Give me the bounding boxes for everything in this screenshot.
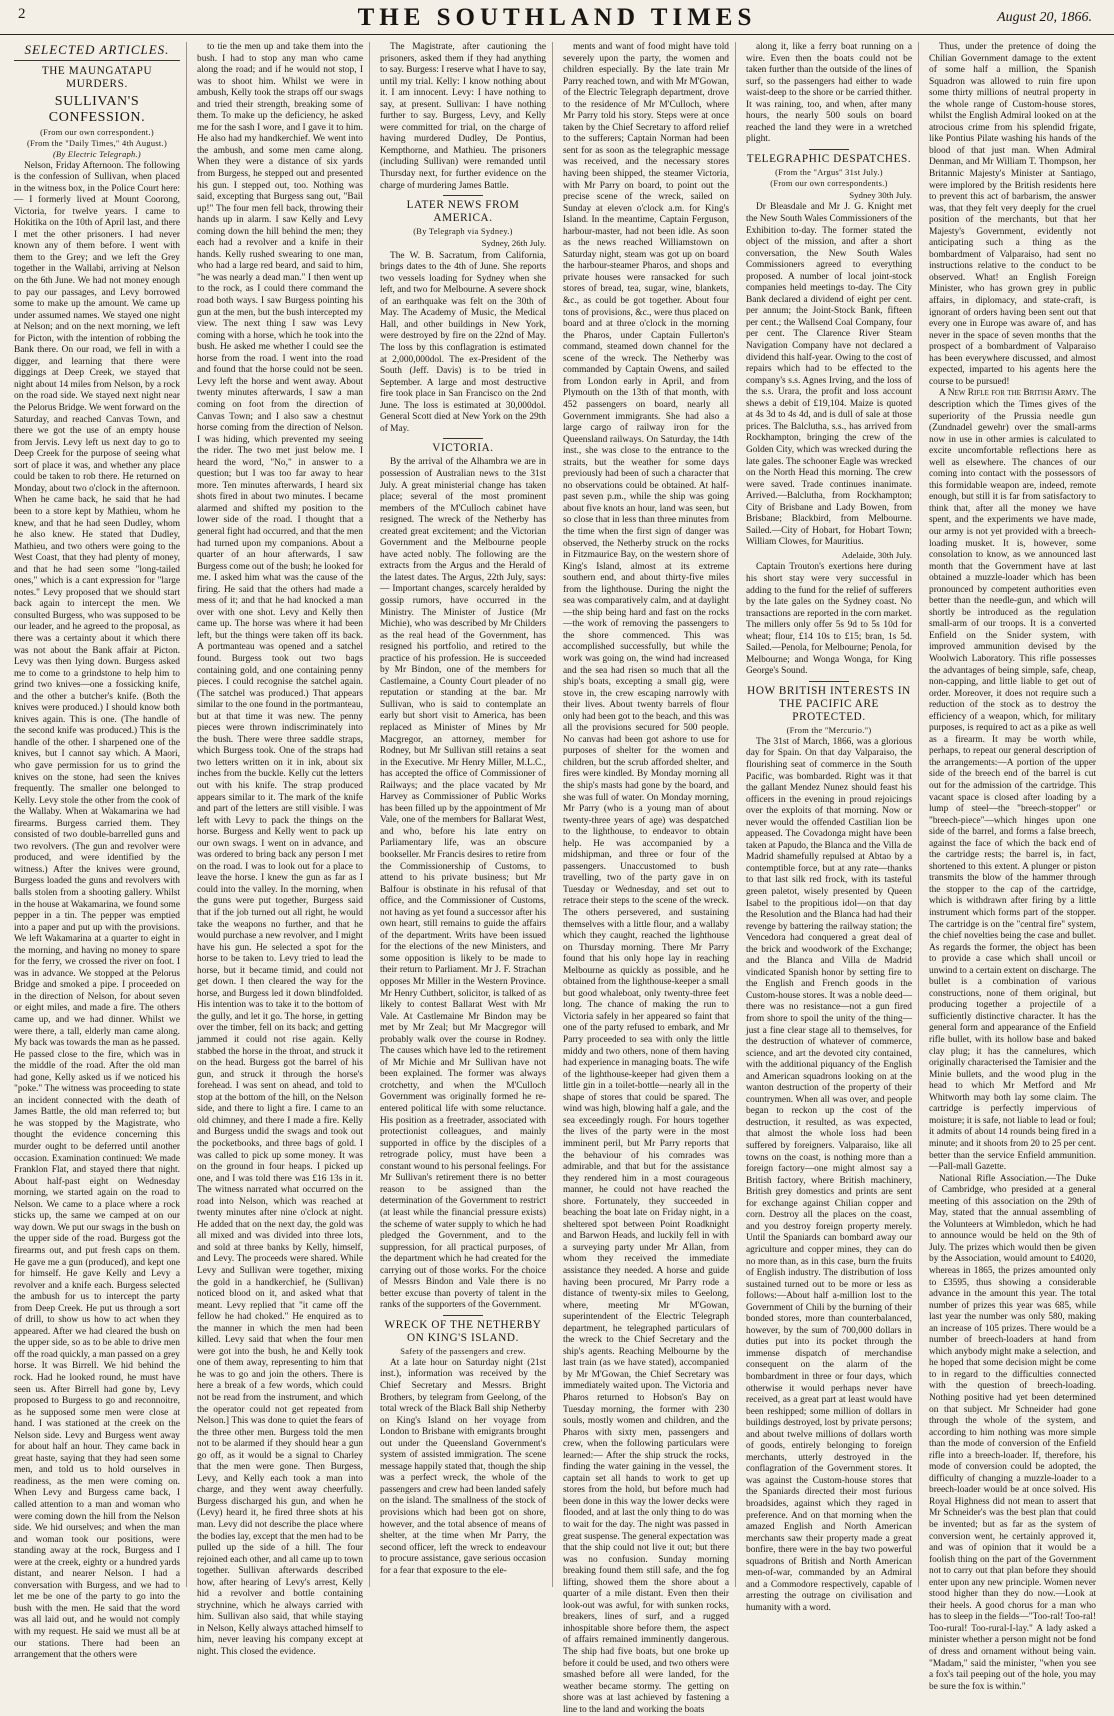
- article-body: Captain Trouton's exertions here during his short stay were very successful in adding to the fund for the relief of sufferers by the late gales on the Sydney coast. No transactions are reported in the corn market. The millers only offer 5s 9d to 5s 10d for wheat; flour, £14 10s to £15; bran, 1s 5d. Sailed.—Penola, for Melbourne; Penola, for Melbourne; and Wonga Wonga, for King George's Sound.: [746, 562, 912, 677]
- article-body: ments and want of food might have told severely upon the party, the women and children especially. By the late train Mr Parry reached town, and with Mr M'Gowan, of the Electric Telegraph department, drove to the residence of Mr M'Culloch, where Mr Parry told his story. Steps were at once taken by the Chief Secretary to afford relief to the sufferers; Captain Norman had been sent for as soon as the telegraphic message was received, and the necessary stores having been shipped, the steamer Victoria, with Mr Parry on board, to point out the precise scene of the wreck, sailed on Sunday at eleven o'clock a.m. for King's Island. In the meantime, Captain Ferguson, harbour-master, had not been idle. As soon as the news reached Williamstown on Saturday night, steam was got up on board the harbour-steamer Pharos, and shops and private houses were ransacked for such stores of bread, tea, sugar, wine, blankets, &c., as could be got together. About four tons of provisions, &c., were thus placed on board and at three o'clock in the morning the Pharos, under Captain Fullerton's command, steamed down channel for the scene of the wreck. The Netherby was commanded by Captain Owens, and sailed from London early in April, and from Plymouth on the 13th of that month, with 452 passengers on board, nearly all Government immigrants. She had also a large cargo of railway iron for the Queensland railways. On Saturday, the 14th inst., she was close to the entrance to the straits, but the weather for some days previously had been of such a character that no observations could be obtained. At half-past seven p.m., while the ship was going about five knots an hour, land was seen, but so close that in less than three minutes from the time when the first sign of danger was observed, the Netherby struck on the rocks in Fitzmaurice Bay, on the western shore of King's Island, almost at its extreme southern end, and about thirty-five miles from the lighthouse. During the night the sea was comparatively calm, and at daylight—the ship being hard and fast on the rocks—the work of removing the passengers to the shore commenced. This was accomplished successfully, but while the work was going on, the wind had increased and the sea had risen so much that all the ship's boats, excepting a small gig, were stove in, the crew escaping narrowly with their lives. About twenty barrels of flour only had been got to the beach, and this was all the provisions secured for 500 people. No canvas had been got ashore to use for purposes of shelter for the women and children, but the scrub afforded shelter, and fires were kindled. By Monday morning all the ship's masts had gone by the board, and she was full of water. On Monday morning, Mr Parry (who is a young man of about twenty-three years of age) was despatched to the lighthouse, to endeavor to obtain help. He was accompanied by a midshipman, and three or four of the passengers. Unaccustomed to bush travelling, two of the party gave in on Tuesday or Wednesday, and set out to retrace their steps to the scene of the wreck. The others persevered, and sustaining themselves with a little flour, and a wallaby which they caught, reached the lighthouse on Thursday morning. There Mr Parry found that his only hope lay in reaching Melbourne as quickly as possible, and he obtained from the lighthouse-keeper a small but good whaleboat, only twenty-three feet long. The chance of making the run to Victoria safely in her appeared so faint that one of the party refused to embark, and Mr Parry proceeded to sea with only the little middy and two others, none of them having had experience in managing boats. The wife of the lighthouse-keeper had given them a little gin in a toilet-bottle—nearly all in the shape of stores that could be spared. The wind was high, blowing half a gale, and the sea exceedingly rough. For hours together the lives of the party were in the most imminent peril, but Mr Parry reports that the behaviour of his comrades was admirable, and that but for the assistance they rendered him in a most courageous manner, he could not have reached the shore. Fortunately, they succeeded in beaching the boat late on Friday night, in a sheltered spot between Point Roadknight and Barwon Heads, and luckily fell in with a surveying party under Mr Allan, from whom they received the immediate assistance they needed. A horse and guide having been procured, Mr Parry rode a distance of twenty-six miles to Geelong, where, meeting Mr M'Gowan, superintendent of the Electric Telegraph department, he telegraphed particulars of the wreck to the Chief Secretary and the ship's agents. Reaching Melbourne by the last train (as we have stated), accompanied by Mr M'Gowan, the Chief Secretary was immediately waited upon. The Victoria and Pharos returned to Hobson's Bay on Tuesday morning, the former with 230 souls, mostly women and children, and the Pharos with sixty men, passengers and crew, when the following particulars were learned:— After the ship struck the rocks, finding the water gaining in the vessel, the captain set all hands to work to get up stores from the hold, but before much had been done in this way the lower decks were flooded, and at last the only thing to do was to wait for the day. The night was passed in great suspense. The general expectation was that the ship could not live it out; but there was no confusion. Sunday morning breaking found them still safe, and the fog lifting, showed them the shore about a quarter of a mile distant. Even then their look-out was awful, for with sunken rocks, breakers, lines of surf, and a rugged inhospitable shore before them, the aspect of affairs remained imminently dangerous. The ship had five boats, but one broke up before it could be used, and two others were smashed before all were landed, for the weather became stormy. The getting on shore was at last achieved by fastening a line to the land and working the boats: [563, 42, 729, 1715]
- divider: [443, 438, 483, 439]
- article-body: The Magistrate, after cautioning the prisoners, asked them if they had anything to say. Burgess: I reserve what I have to say, until my trial. Kelly: I know nothing about it. I am innocent. Levy: I have nothing to say, at present. Sullivan: I have nothing further to say. Burgess, Levy, and Kelly were committed for trial, on the charge of having murdered Dudley, De Pontius, Kempthorne, and Mathieu. The prisoners (including Sullivan) were remanded until Thursday next, for further evidence on the charge of murdering James Battle.: [380, 42, 547, 191]
- page-number: 2: [18, 6, 26, 22]
- article-source: (From the "Argus" 31st July.): [775, 167, 883, 177]
- article-heading-telegraphic: TELEGRAPHIC DESPATCHES.: [746, 152, 912, 165]
- dateline: Sydney, 26th July.: [481, 238, 546, 249]
- article-body: Dr Bleasdale and Mr J. G. Knight met the New South Wales Commissioners of the Exhibition to-day. The former stated the object of the mission, and after a short conversation, the New South Wales Commissioners agreed to everything proposed. A number of local joint-stock companies held meetings to-day. The City Bank declared a dividend of eight per cent. per annum; the Joint-Stock Bank, fifteen per cent.; the Wallsend Coal Company, four per cent. The Clarence River Steam Navigation Company have not declared a dividend this half-year. Owing to the cost of repairs which had to be effected to the company's s.s. Agnes Irving, and the loss of the s.s. Urara, the profit and loss account shews a debit of £19,104. Maize is quoted at 4s 3d to 4s 4d, and is dull of sale at those prices. The Balclutha, s.s., has arrived from Rockhampton, bringing the crew of the Golden City, which was wrecked during the late gales. The schooner Eagle was wrecked on the North Head this morning. The crew were saved. Trade continues inanimate. Arrived.—Balclutha, from Rockhampton; City of Brisbane and Lady Bowen, from Brisbane; Blackbird, from Melbourne. Sailed.—City of Hobart, for Hobart Town; William Clowes, for Mauritius.: [746, 202, 912, 548]
- article-heading-murders: THE MAUNGATAPU MURDERS.: [41, 64, 153, 90]
- article-heading-confession: SULLIVAN'S CONFESSION.: [48, 93, 146, 125]
- column-2: [197, 42, 370, 1658]
- article-body: to tie the men up and take them into the bush. I had to stop any man who came along the road; and if he would not stop, I was to shoot him. Whilst we were in ambush, Kelly took the straps off our swags and tried their strength, breaking some of them. To make up the deficiency, he asked me for the sash I wore, and I gave it to him. He also had my handkerchief. We went into the ambush, and some men came along. When they were a distance of six yards from Burgess, he stepped out and presented his gun. I stepped out, too. Nothing was said, excepting that Burgess sang out, "Bail up!" The four men fell back, throwing their hands up in alarm. I saw Kelly and Levy coming down the hill behind the men; they each had a revolver and a knife in their hands. Kelly rushed swearing to one man, who had a large red beard, and said to him, "he was nearly a dead man." I then went up to the rock, as I could there command the road both ways. I saw Burgess pointing his gun at the men, but the bush intercepted my view. The next thing I saw was Levy coming with a horse, which he took into the bush. He asked me whether I could see the horse from the road. I went into the road and found that the horse could not be seen. Levy left the horse and went away. About twenty minutes afterwards, I saw a man coming on foot from the direction of Canvas Town; and I also saw a chestnut horse coming from the direction of Nelson. I was hiding, which prevented my seeing the rider. The two met just below me. I heard the word, "No," in answer to a question; but I was too far away to hear more. Ten minutes afterwards, I heard six shots fired in about two minutes. I became alarmed and shifted my position to the lower side of the road. I thought that a general fight had occurred, and that the men had turned upon my companions. About a quarter of an hour afterwards, I saw Burgess come out of the bush; he looked for me. I asked him what was the cause of the firing. He said that the others had made a mess of it; and that he had knocked a man over with one shot. Levy and Kelly then came up. The horse was where it had been left, but the things were taken off its back. A portmanteau was opened and a satchel found. Burgess took out two bags containing gold, and one containing penny pieces. I could recognise the satchel again. (The satchel was produced.) That appears similar to the one found in the portmanteau, but at that time it was new. The penny pieces were thrown indiscriminately into the bush. There were three saddle straps, which Burgess took. One of the straps had two letters written on it in ink, about six inches from the buckle. Kelly cut the letters out with his knife. The strap produced appears similar to it. The mark of the knife and part of the letters are still visible. I was left with Levy to pack the things on the horse. Burgess and Kelly went to pack up our own swags. I went on in advance, and was ordered to bring back any person I met on the road. I was to look out for a place to leave the horse. I knew the gun as far as I could into the valley. In the morning, when the guns were put together, Burgess said that if the job turned out all right, he would take the weapons no further, and that he would purchase a new revolver, and I might have his gun. He selected a spot for the horse to be taken to. Levy tried to lead the horse, but it became timid, and could not get down. I then cleared the way for the horse, and Burgess led it down blindfolded. His intention was to take it to the bottom of the gully, and let it go. The horse, in getting over the timber, fell on its back; and getting jammed it could not rise again. Kelly stabbed the horse in the throat, and struck it on the head. Burgess got the barrel of his gun, and struck it through the horse's forehead. I was sent on ahead, and told to stop at the bottom of the hill, on the Nelson side, and there to light a fire. I came to an old chimney, and there I made a fire. Kelly and Burgess undid the swags and took out the pocketbooks, and three bags of gold. I was called to pick up some money. It was on the ground in four heaps. I picked up one, and I was told there was £16 13s in it. The witness narrated what occurred on the road into Nelson, which was reached at twenty minutes after nine o'clock at night. He added that on the next day, the gold was all mixed and was divided into three lots, and sold at three banks by Kelly, himself, and Levy. The proceeds were shared. While Levy and Sullivan were together, mixing the gold in a handkerchief, he (Sullivan) noticed blood on it, and asked what that meant. Levy replied that "it came off the fellow he had choked." He enquired as to the manner in which the men had been killed. Levy said that when the four men were got into the bush, he and Kelly took one of them away, representing to him that he was to go and join the others. There is here a break of a few words, which could not be read from the instrument, and which the operator could not get repeated from Nelson.] This was done to quiet the fears of the three other men. Burgess told the men not to be alarmed if they should hear a gun go off, as it would be a signal to Charley that the men were gone. Then Burgess, Levy, and Kelly each took a man into charge, and they went away cheerfully. Burgess discharged his gun, and when he (Levy) heard it, he fired three shots at his man. Levy did not describe the place where the bodies lay, except that the men had to be pulled up the side of a hill. The four rejoined each other, and all came up to town together. Sullivan afterwards described how, after hearing of Levy's arrest, Kelly hid a revolver and bottle containing strychnine, which he always carried with him. Sullivan also said, that while staying in Nelson, Kelly always attached himself to him, never leaving his company except at night. This closed the evidence.: [197, 42, 364, 1658]
- dateline: Adelaide, 30th July.: [841, 549, 912, 560]
- column-3: [380, 42, 553, 1587]
- article-source: (By Telegraph via Sydney.): [413, 227, 513, 237]
- article-source: (From our own correspondent.): [40, 127, 154, 137]
- article-heading-america: LATER NEWS FROM AMERICA.: [406, 199, 520, 225]
- article-body: Nelson, Friday Afternoon. The following is the confession of Sullivan, when placed in the witness box, in the Police Court here:— I formerly lived at Mount Coorong, Victoria, for twelve years. I came to Hokitika on the 10th of April last, and there I met the other prisoners. I had never known any of them before. I went with them to the Grey; and we left the Grey together in the Wallabi, arriving at Nelson on the 6th June. We had not money enough to pay our passages, and Levy borrowed some to make up the amount. We came up under assumed names. We stayed one night at Nelson; and on the next morning, we left for Picton, with the intention of robbing the Bank there. On our road, we fell in with a digger, and learning that there were diggings at Deep Creek, we stayed that night about 14 miles from Nelson, by a rock on the road side. We stayed next night near the Pelorus Bridge. We went forward on the Saturday, and reached Canvas Town, and there we got the use of an empty house from Jervis. Levy left us next day to go to Deep Creek for the purpose of seeing what sort of place it was, and whether any place could be taken to rob there. He returned on Monday, about two o'clock in the afternoon. When he came back, he said that he had been to a store kept by Mathieu, whom he knew, and that he had seen Dudley, whom he also knew. He stated that Dudley, Mathieu, and two others were going to the West Coast, that they had plenty of money, and that he had seen some "long-tailed ones," which is a cant expression for "large notes." Levy proposed that we should start back again to intercept the men. We consulted Burgess, who was supposed to be our leader, and he agreed to the proposal, as there was a certainty about it which there was not about the Bank affair at Picton. Levy was then lying down. Burgess asked me to come to a grindstone to help him to grind two knives—one a fossicking knife, and the other a butcher's knife. (Both the knives were produced.) I should know both knives again. This is one. (The handle of the second knife was produced.) This is the handle of the other. I sharpened one of the knives, but I cannot say which. A Maori, who gave permission for us to grind the knives on the stone, had seen the knives frequently. The smaller one belonged to Kelly. Levy stole the other from the cook of the Wallaby. When at Wakamarina we had firearms. Burgess carried them. They consisted of two double-barrelled guns and two revolvers. (The gun and revolver were produced, and were identified by the witness.) After the knives were ground, Burgess loaded the guns and revolvers with balls stolen from a shooting gallery. Whilst in the house at Wakamarina, we found some pepper in a tin. The pepper was emptied into a paper and put up with the provisions. We left Wakamarina at a quarter to eight in the morning, and having no money to spare for the ferry, we crossed the river on foot. I was in advance. We stopped at the Pelorus Bridge and smoked a pipe. I proceeded on in the direction of Nelson, for about seven or eight miles, and made a fire. The others came up, and we had dinner. Whilst we were there, a tall, elderly man came along. My back was towards the man as he passed. He passed close to the fire, which was in the middle of the road. After the old man had gone, Kelly asked us if we noticed his "poke." The witness was proceeding to state an incident connected with the death of James Battle, the old man referred to; but he was stopped by the Magistrate, who thought the evidence concerning this murder ought to be deferred until another occasion. Examination continued: We made Franklon Flat, and stayed there that night. About half-past eight on Wednesday morning, we started again on the road to Nelson. We came to a place where a rock sticks up, the same we camped at on our way down. We put our swags in the bush on the upper side of the road. Burgess got the firearms out, and put fresh caps on them. He gave me a gun (produced), and kept one for himself. He gave Kelly and Levy a revolver and a knife each. Burgess selected the ambush for us to intercept the party from Deep Creek. He put us through a sort of drill, to show us how to act when they appeared. After we had cleared the bush on the upper side, so as to be able to drive men off the road quickly, a man passed on a grey horse. It was Birrell. We hid behind the rock. Had he looked round, he must have seen us. After Birrell had gone by, Levy proposed to Burgess to go and reconnoitre, as he supposed some men were close at hand. I was stationed at the creek on the Nelson side. Levy and Burgess went away for about half an hour. They came back in great haste, saying that they had seen some men, and told us to hold ourselves in readiness, as the men were coming on. When Levy and Burgess came back, I called attention to a man and woman who were coming down the hill from the Nelson side. We hid ourselves; and when the man and woman took our positions, were standing away at the rock, Burgess and I were at the creek, eighty or a hundred yards distant, and nearer Nelson. I had a conversation with Burgess, and we had to let me be one of the party to go into the bush with the men. He said that the word was all laid out, and he would not comply with my request. He said we must all be at our stations. There had been an arrangement that the others were: [14, 160, 180, 1661]
- article-body: National Rifle Association.—The Duke of Cambridge, who presided at a general meeting of this association on the 29th of May, stated that the annual assembling of the Volunteers at Wimbledon, which he had to announce would be held on the 9th of July. The prizes which would then be given by the Association, would amount to £4020, whereas in 1865, the prizes amounted only to £3595, thus showing a considerable advance in the amount this year. The total number of prizes this year was 685, while last year the number was only 580, making an increase of 105 prizes. There would be a number of breech-loaders at hand from which anybody might make a selection, and he hoped that some decision might be come to in regard to the difficulties connected with the question of breech-loading. Nothing positive had yet been determined on that subject. Mr Schneider had gone through the whole of the system, and according to him nothing was more simple than the mode of conversion of the Enfield rifle into a breech-loader. If, therefore, his mode of conversion could be adopted, the difficulty of changing a muzzle-loader to a breech-loader would be at once solved. His Royal Highness did not mean to assert that Mr Schneider's was the best plan that could be invented; but as far as the system of conversion went, he certainly approved it, and was of opinion that it would be a foolish thing on the part of the Government not to carry out that plan before they should enter upon any new principle. Women never stood higher than they do now.—Look at their heels. A good chorus for a man who has to sleep in the fields—"Too-ral! Too-ral! Too-rural! Too-rural-I-lay." A lady asked a minister whether a person might not be fond of dress and ornament without being vain. "Madam," said the minister, "when you see a fox's tail peeping out of the hole, you may be sure the fox is within.": [929, 1173, 1096, 1692]
- masthead: [0, 0, 1114, 35]
- article-source: (From the "Daily Times," 4th August.): [26, 138, 168, 148]
- divider: [443, 195, 483, 196]
- divider: [443, 1315, 483, 1316]
- column-6: [929, 42, 1102, 1692]
- article-body: The W. B. Sacratum, from California, brings dates to the 4th of June. She reports two vessels loading for Sydney when she left, and two for Melbourne. A severe shock of an earthquake was felt on the 30th of May. The Academy of Music, the Medical Hall, and other buildings in New York, were destroyed by fire on the 22nd of May. The loss by this conflagration is estimated at 2,000,000dol. The ex-President of the South (Jeff. Davis) is to be tried in September. A large and most destructive fire took place in San Francisco on the 2nd June. The loss is estimated at 30,000dol. General Scott died at New York on the 29th of May.: [380, 250, 546, 434]
- article-heading-rifle: A New Rifle for the British Army.: [939, 388, 1080, 399]
- newspaper-columns: [14, 42, 1102, 1715]
- column-4: [563, 42, 736, 1715]
- issue-date: August 20, 1866.: [997, 10, 1092, 25]
- section-heading: SELECTED ARTICLES.: [24, 42, 170, 57]
- column-5: [746, 42, 919, 1613]
- divider: [14, 60, 180, 61]
- article-body: At a late hour on Saturday night (21st inst.), information was received by the Chief Secretary and Messrs. Bright Brothers, by telegram from Geelong, of the total wreck of the Black Ball ship Netherby on King's Island on her voyage from London to Brisbane with emigrants brought out under the Queensland Government's system of assisted immigration. The scene message happily stated that, though the ship was a perfect wreck, the whole of the passengers and crew had been landed safely on the island. The smallness of the stock of provisions which had been got on shore, however, and the total absence of means of shelter, at the time when Mr Parry, the second officer, left the wreck to endeavour to procure assistance, gave serious occasion for a fear that exposure to the ele-: [380, 1357, 546, 1576]
- article-body: By the arrival of the Alhambra we are in possession of Australian news to the 31st July. A great ministerial change has taken place; several of the most prominent members of the M'Culloch cabinet have resigned. The wreck of the Netherby has created great excitement; and the Victorian Government and the Melbourne people have acted nobly. The following are the extracts from the Argus and the Herald of the latest dates. The Argus, 22th July, says:— Important changes, scarcely heralded by gossip rumors, have occurred in the Ministry. The Minister of Justice (Mr Michie), who was described by Mr Childers as the real head of the Government, has resigned his portfolio, and retired to the practice of his profession. He is succeeded by Mr Bindon, one of the members for Castlemaine, a County Court pleader of no reputation or standing at the bar. Mr Sullivan, who is said to contemplate an early but short visit to America, has been replaced as Minister of Mines by Mr Macgregor, an attorney, member for Rodney, but Mr Sullivan still retains a seat in the Executive. Mr Henry Miller, M.L.C., has accepted the office of Commissioner of Railways; and the place vacated by Mr Harvey as Commissioner of Public Works has been filled up by the appointment of Mr Vale, one of the members for Ballarat West, and who, before his late entry on Parliamentary life, was an obscure bookseller. Mr Francis desires to retire from the Commissionership of Customs, to attend to his private business; but Mr Balfour is obstinate in his refusal of that office, and the Commissioner of Customs, not having as yet found a successor after his own heart, still remains to guide the affairs of the department. Writs have been issued for the elections of the new Ministers, and some opposition is likely to be made to their return to Parliament. Mr J. F. Strachan opposes Mr Miller in the Western Province. Mr Henry Cuthbert, solicitor, is talked of as likely to contest Ballarat West with Mr Vale. At Castlemaine Mr Bindon may be met by Mr Zeal; but Mr Macgregor will probably walk over the course in Rodney. The causes which have led to the retirement of Mr Michie and Mr Sullivan have not been explained. The former was always crotchetty, and when the M'Culloch Government was originally formed he re-entered political life with some reluctance. His position as a freetrader, associated with protectionist colleagues, and mainly supported in office by the disciples of a retrograde policy, must have been a constant wound to his personal feelings. For Mr Sullivan's retirement there is no better reason to be assigned than the determination of the Government to restrict (at least while the financial pressure exists) the scheme of water supply to which he had pledged the Government, and to the suppression, for all practical purposes, of the department which he had created for the carrying out of those works. For the choice of Messrs Bindon and Vale there is no better excuse than poverty of talent in the ranks of the supporters of the Government.: [380, 457, 546, 1311]
- article-heading-victoria: VICTORIA.: [432, 442, 494, 455]
- article-heading-netherby: WRECK OF THE NETHERBY ON KING'S ISLAND.: [384, 1318, 542, 1344]
- article-body: Thus, under the pretence of doing the Chilian Government damage to the extent of some half a million, the Spanish Squadron was allowed to ruin fire upon some thirty millions of neutral property in the whole range of Custom-house stores, whilst the English Admiral looked on at the atrocious crime from his splendid frigate, like Pontius Pilate washing his hands of the blood of that just man. When Admiral Denman, and Mr William T. Thompson, her Britannic Majesty's Minister at Santiago, were implored by the British residents here to prevent this act of barbarism, the answer was, that they felt very deeply for the cruel position of the merchants, but that her Majesty's Government, evidently not anticipating such a thing as the bombardment of Valparaiso, had sent no instructions relative to the conduct to be observed. What! an English Foreign Minister, who has grown grey in public affairs, in diplomacy, and state-craft, is ignorant of orders having been sent out that every one in Europe was aware of, and has never in the space of seven months that the prospect of a bombardment of Valparaiso has been everywhere discussed, and almost expected, imparted to his agents here the course to be pursued!: [929, 42, 1096, 387]
- article-source: (By Electric Telegraph.): [52, 149, 142, 159]
- article-subheading: Safety of the passengers and crew.: [400, 1346, 526, 1356]
- divider: [809, 681, 849, 682]
- newspaper-title: THE SOUTHLAND TIMES: [357, 4, 757, 31]
- column-1: [14, 42, 187, 1661]
- article-text: The description which the Times gives of the superiority of the Prussia needle gun (Zundnadel gewehr) over the small-arms now in use in other armies is calculated to excite uncomfortable reflections here as well as elsewhere. The chances of our coming into contact with the possessors of this formidable weapon are, indeed, remote enough, but still it is far from satisfactory to think that, after all the money we have spent, and the experiments we have made, our army is not yet provided with a breech-loading musket. It is, however, some consolation to know, as we announced last month that the Government have at last obtained a muzzle-loader which has been pronounced by competent authorities even better than the needle-gun, and which will shortly be introduced as the regulation small-arm of our troops. It is a converted Enfield on the Snider system, with improved ammunition devised by the Woolwich Laboratory. This rifle possesses the advantages of being simple, safe, cheap, non-capping, and little liable to get out of order. Moreover, it does not require such a reduction of the stock as to destroy the efficiency of a weapon, which, for military purposes, is required to act as a pike as well as a firearm. It may be worth while, perhaps, to repeat our general description of the arrangements:—A portion of the upper side of the breech end of the barrel is cut out for the admission of the cartridge. This vacant space is closed after loading by a lump of steel—the "breech-stopper" or "breech-piece"—which hinges upon one side of the barrel, and forms a false breech, against the face of which the back end of the cartridge rests; the barrel is, in fact, shortened to this extent. A plunger or piston transmits the blow of the hammer through the stopper to the cap of the cartridge, which is withdrawn after firing by a little instrument which forms part of the stopper. The cartridge is on the "central fire" system, the chief novelties being the case and bullet. As regards the former, the object has been to provide a case which shall uncoil or unwind to a certain extent on discharge. The bullet is a combination of various constructions, none of them original, but producing together a projectile of a sufficiently distinctive character. It has the general form and appearance of the Enfield rifle bullet, with its hollow base and baked clay plug; it has the cannelures, which originally characterised the Tamisier and the Minie bullets, and the wood plug in the head to which Mr Metford and Mr Whitworth may both lay some claim. The cartridge is perfectly impervious of moisture; it is safe, not liable to lead or foul; it admits of about 14 rounds being fired in a minute; and it shoots from 20 to 25 per cent. better than the service Enfield ammunition.—Pall-mall Gazette.: [929, 388, 1096, 1173]
- dateline: Sydney 30th July.: [849, 189, 912, 200]
- article-heading-british-interests: HOW BRITISH INTERESTS IN THE PACIFIC ARE PROTECTED.: [747, 684, 911, 723]
- article-body: along it, like a ferry boat running on a wire. Even then the boats could not be taken further than the outside of the lines of surf, so the passengers had either to wade waist-deep to the shore or be carried thither. It was raining, too, and when, after many hours, the nearly 500 souls on board reached the land they were in a wretched plight.: [746, 42, 912, 145]
- article-source: (From the "Mercurio."): [786, 725, 872, 735]
- article-source: (From our own correspondents.): [770, 178, 888, 188]
- article-body: [929, 388, 1096, 1173]
- article-body: The 31st of March, 1866, was a glorious day for Spain. On that day Valparaiso, the flourishing seat of commerce in the South Pacific, was bombarded. Right was it that the gallant Mendez Nunez should feast his officers in the evening in proud rejoicings over the exploits of that morning. Now or never would the offended Castilian lion be appeased. The Covadonga might have been taken at Papudo, the Blanca and the Villa de Madrid shamefully repulsed at Abtao by a contemptible force, but at any rate—thanks to that last silk red frock, with its tasteful green paletot, wisely presented by Queen Isabel to the propitious idol—on that day the Resolution and the Blanca had had their revenge by battering the railway station; the Vencedora had conquered a great deal of the brick and woodwork of the Exchange; and the Blanca and Villa de Madrid vindicated Spanish honor by setting fire to the English and French goods in the Custom-house stores. It was a noble deed—there was no resistance—not a gun fired from shore to spoil the unity of the thing—just a fine clear stage all to themselves, for the destruction of whatever of commerce, science, and art the devoted city contained, with the additional piquancy of the English and American squadrons looking on at the wanton destruction of the property of their countrymen. When all was over, and people began to reckon up the cost of the destruction, it resulted, as was expected, that almost the whole loss had been suffered by foreigners. Valparaiso, like all towns on the coast, is nothing more than a foreign factory—one might almost say a British factory, where British machinery, British grey domestics and prints are sent for exchange against Chilian copper and corn. Destroy all the places on the coast, and you destroy foreign property merely. Until the Spaniards can bombard away our agriculture and copper mines, they can do no more than, as in this case, burn the fruits of English industry. The distribution of loss sustained turned out to be more or less as follows:—About half a-million lost to the Government of Chili by the burning of their bonded stores, more than counterbalanced, however, by the sum of 700,000 dollars in duties put into its pocket through the immense dispatch of merchandise consequent on the alarm of the bombardment in three or four days, which otherwise it would perhaps never have received, as a great part at least would have been reshipped; some million of dollars in buildings destroyed, lost by private persons; and about twelve millions of dollars worth of goods, entirely belonging to foreign merchants, utterly destroyed in the conflagration of the Government stores. It was against the Custom-house stores that the Spaniards directed their most furious broadsides, against which they raged in preference. And on that morning when the amazed English and North American merchants saw their property made a great bonfire, there were in the bay two powerful squadrons of British and North American men-of-war, commanded by an Admiral and a Commodore respectively, capable of arresting the outrage on civilisation and humanity with a word.: [746, 736, 912, 1613]
- divider: [809, 149, 849, 150]
